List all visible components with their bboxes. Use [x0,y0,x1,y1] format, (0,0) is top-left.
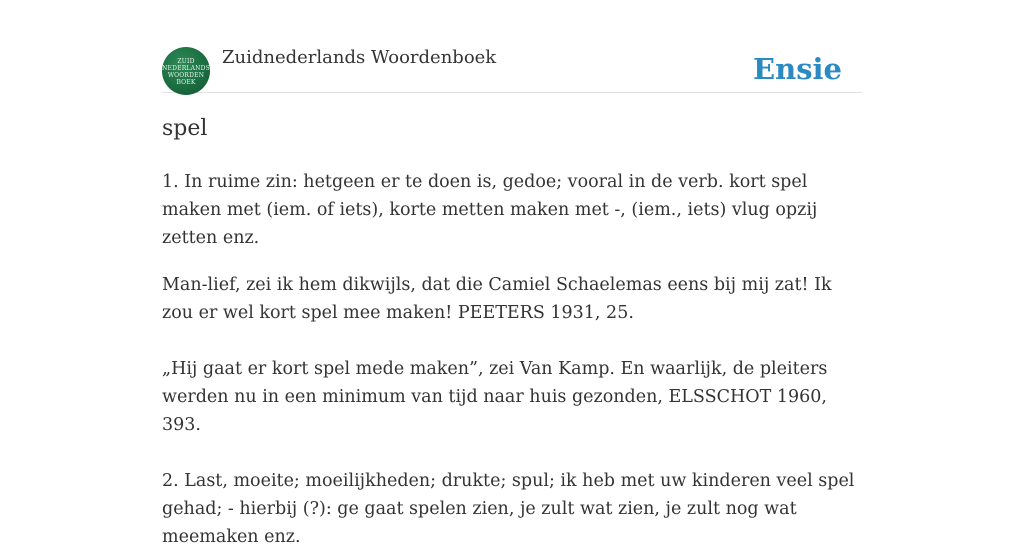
quote-2: „Hij gaat er kort spel mede maken”, zei Van Kamp. En waarlijk, de pleiters werden nu in een minimum van tijd naar huis gezonden, ELSSCHOT 1960, 393. [162,359,828,435]
logo-line-1: ZUID [177,58,195,65]
logo-line-2: NEDERLANDS [162,65,210,72]
entry-content [162,168,862,551]
logo-line-4: BOEK [176,79,196,86]
page [162,0,862,547]
quote-1: Man-lief, zei ik hem dikwijls, dat die Camiel Schaelemas eens bij mij zat! Ik zou er wel kort spel mee maken! PEETERS 1931, 25. [162,275,832,323]
entry-term: spel [162,116,208,141]
dictionary-logo[interactable] [162,47,210,95]
logo-line-3: WOORDEN [167,72,205,79]
source-title[interactable]: Zuidnederlands Woordenboek [222,47,497,68]
definition-1: 1. In ruime zin: hetgeen er te doen is, gedoe; vooral in de verb. kort spel maken met (iem. of iets), korte metten maken met -, (iem., iets) vlug opzij zetten enz. [162,172,818,248]
header [162,44,862,93]
definition-2: 2. Last, moeite; moeilijkheden; drukte; spul; ik heb met uw kinderen veel spel gehad; - hierbij (?): ge gaat spelen zien, je zult wat zien, je zult nog wat meemaken enz. [162,471,855,547]
brand-logo[interactable]: Ensie [753,52,842,86]
